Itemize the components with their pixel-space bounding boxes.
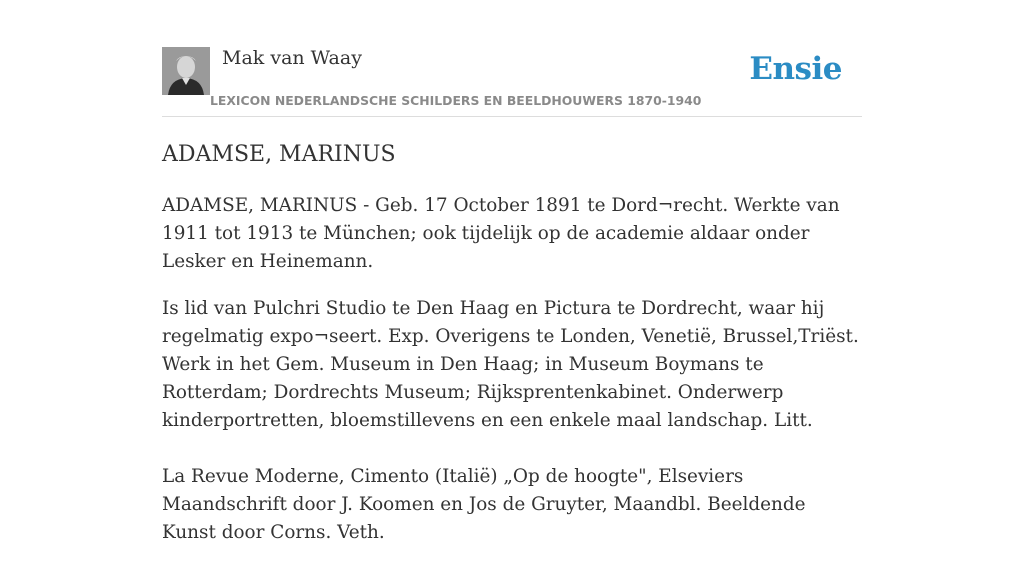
article-body bbox=[162, 192, 862, 566]
author-name[interactable]: Mak van Waay bbox=[222, 47, 362, 69]
article-paragraph: Is lid van Pulchri Studio te Den Haag en Pictura te Dordrecht, waar hij regelmatig expo¬seert. Exp. Overigens te Londen, Venetië, Brussel,Triëst. Werk in het Gem. Museum in Den Haag; in Museum Boymans te Rotterdam; Dordrechts Museum; Rijksprentenkabinet. Onderwerp kinderportretten, bloemstillevens en een enkele maal landschap. Litt. bbox=[162, 298, 859, 431]
lexicon-title[interactable]: LEXICON NEDERLANDSCHE SCHILDERS EN BEELDHOUWERS 1870-1940 bbox=[210, 93, 702, 108]
author-portrait-icon bbox=[162, 47, 210, 95]
article-paragraph: ADAMSE, MARINUS - Geb. 17 October 1891 te Dord¬recht. Werkte van 1911 tot 1913 te München; ook tijdelijk op de academie aldaar onder Lesker en Heinemann. bbox=[162, 195, 840, 272]
ensie-logo[interactable]: Ensie bbox=[749, 51, 842, 87]
avatar[interactable] bbox=[162, 47, 210, 95]
page-title: ADAMSE, MARINUS bbox=[162, 142, 396, 167]
header bbox=[162, 0, 862, 117]
article-paragraph: La Revue Moderne, Cimento (Italië) „Op de hoogte", Elseviers Maandschrift door J. Koomen en Jos de Gruyter, Maandbl. Beeldende Kunst door Corns. Veth. bbox=[162, 466, 806, 543]
page bbox=[162, 0, 862, 543]
